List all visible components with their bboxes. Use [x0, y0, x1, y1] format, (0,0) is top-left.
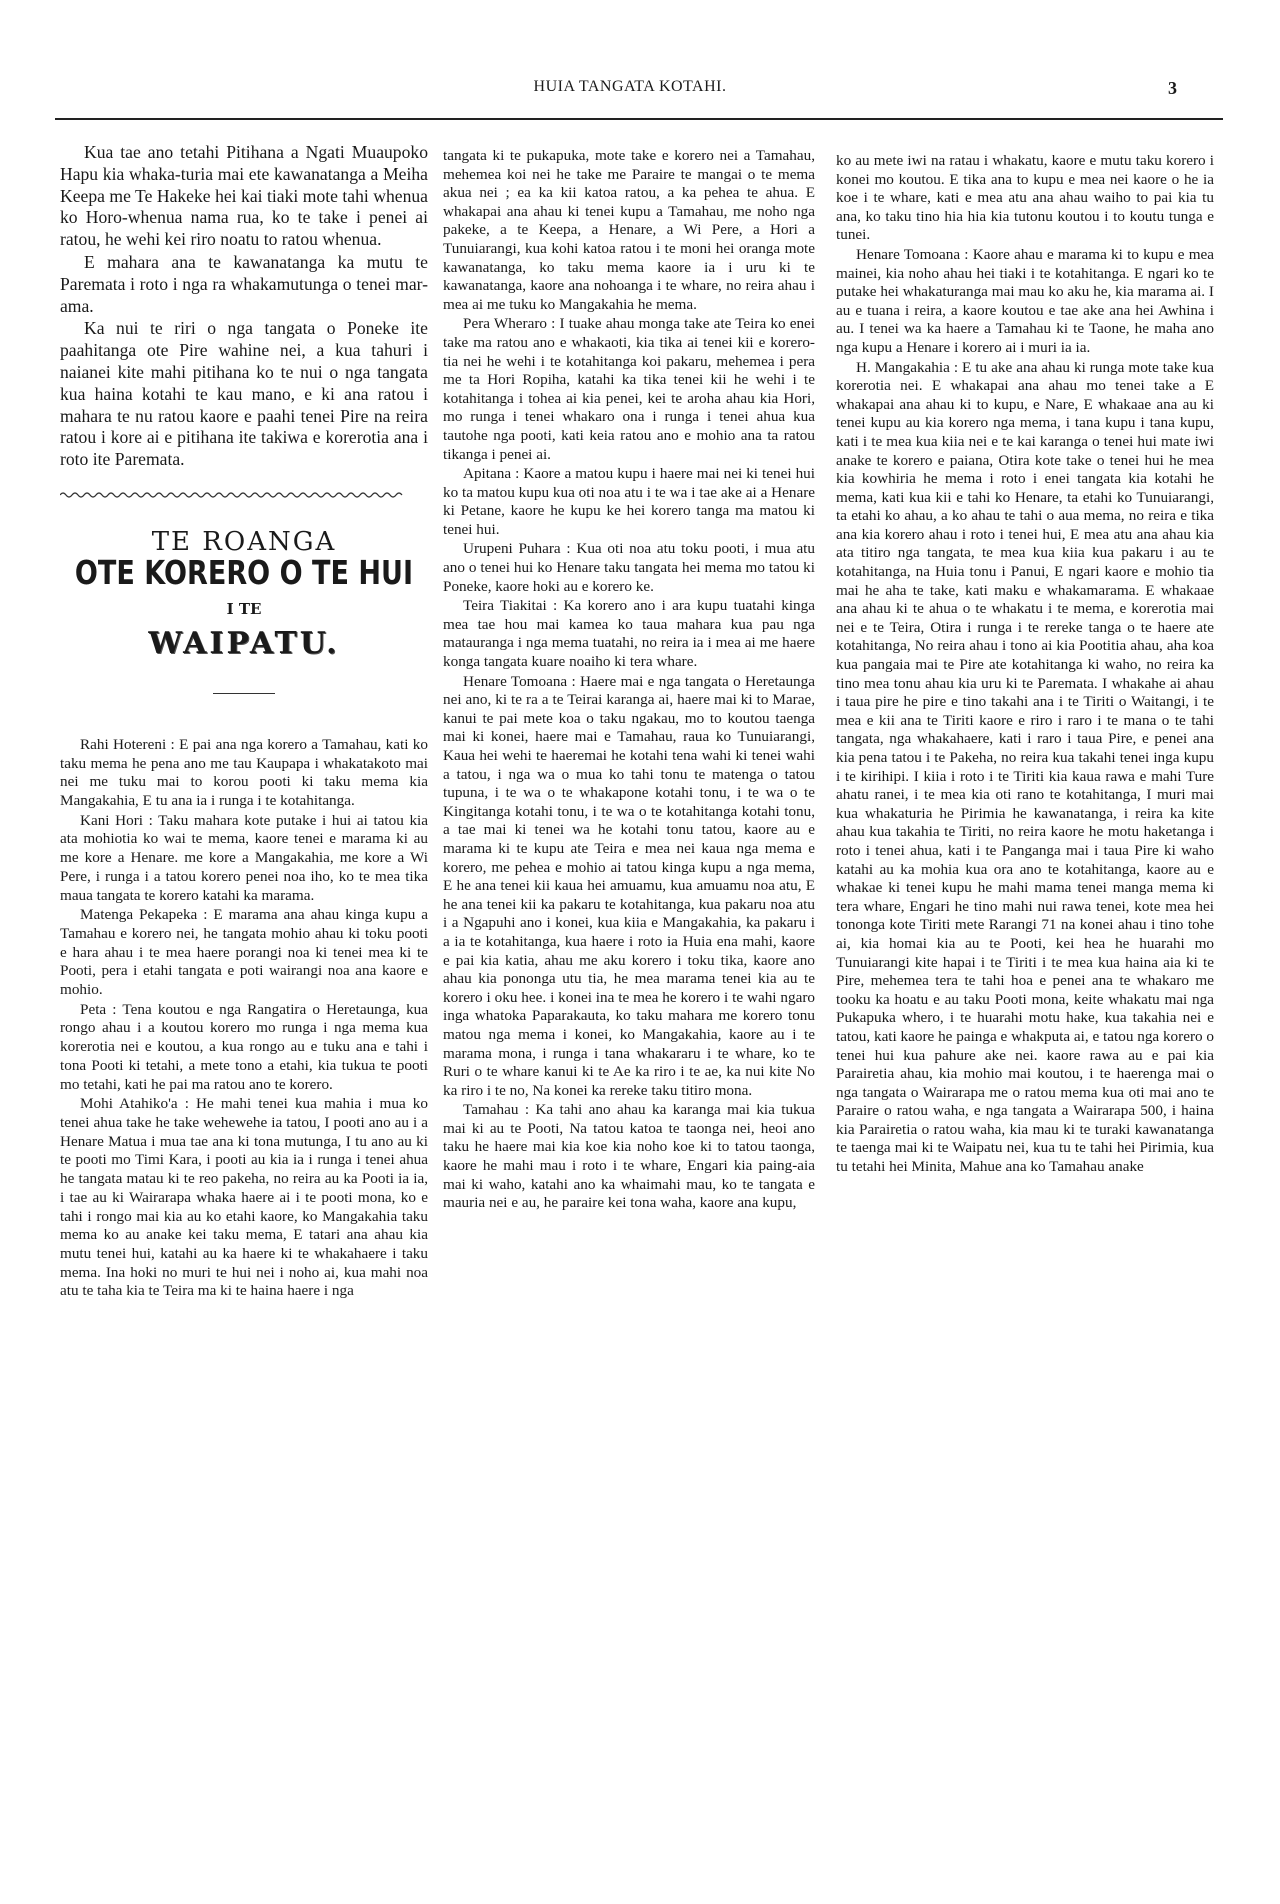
- heading-line-3: I TE: [226, 600, 262, 619]
- speech-paragraph: Teira Tiakitai : Ka korero ano i ara kupu tuatahi kinga mea tae hou mai kamea ko taua mahara kua pau nga matauranga i nga mema tuatahi, no reira ia i mea ai me haere konga tangata kuare noaiho ki tera whare.: [443, 597, 815, 671]
- heading-line-4: WAIPATU.: [148, 626, 340, 662]
- column-2: [443, 147, 815, 1214]
- article-heading: [60, 526, 428, 694]
- speech-paragraph: tangata ki te pukapuka, mote take e korero nei a Tamahau, mehemea koi nei he take me Paraire te mangai o te mema akua nei ; ea ka kii katoa ratou, a ka pehea te ahua. E whakapai ana ahau ki tenei kupu a Tamahau, me noho nga pakeke, a te Keepa, a Henare, a Wi Pere, a Hori a Tunuiarangi, kua kohi katoa ratou i te moni hei oranga mote kawanatanga, ko taku mema kaore ia i uru ki te kawanatanga, kaore ana nohoanga i te whare, no reira ahau i mea ai me tuku ko Mangakahia he mema.: [443, 147, 815, 313]
- speech-paragraph: Mohi Atahiko'a : He mahi tenei kua mahia i mua ko tenei ahua take he take wehewehe ia tatou, I pooti ano au i a Henare Matua i mua tae ana ki tona mutunga, I tu ano au ki te pooti mo Timi Kara, i pooti au kia ia i runga i tenei ahua he tangata matau ki te reo pakeha, no reira au ka Pooti ia ia, i tae au ki Wairarapa whaka haere ai i te pooti mona, ko e tahi i rongo mai kia au ko etahi kaore, ko Mangakahia taku mema ko au anake kei taku mema, E tatari ana ahau kia mutu tenei hui, katahi au ka haere ki te whakahaere i taku mema. Ina hoki no muri te hui nei i noho ai, kua mahi noa atu te taha kia te Teira ma ki te haina haere i nga: [60, 1095, 428, 1300]
- column-3: [836, 152, 1214, 1178]
- speech-paragraph: Apitana : Kaore a matou kupu i haere mai nei ki tenei hui ko ta matou kupu kua oti noa atu i te wa i tae ake ai a Henare ki Petane, kaore he kupu ke hei korero tanga ma matou ki tenei hui.: [443, 465, 815, 538]
- header-rule: [55, 118, 1223, 120]
- speech-paragraph: Peta : Tena koutou e nga Rangatira o Heretaunga, kua rongo ahau i a koutou korero mo runga i nga mema kua korerotia nei e koutou, a kua rongo au e tuku ana e tahi i tona Pooti ki tetahi, a mete tono a etahi, kia tukua te pooti mo tetahi, kati he pai ma ratou ano te korero.: [60, 1000, 428, 1093]
- speech-paragraph: Kani Hori : Taku mahara kote putake i hui ai tatou kia ata mohiotia ko wai te mema, kaore tenei e marama ki au me kore a Henare. me kore a Mangakahia, me kore a Wi Pere, i runga i a tatou korero penei noa iho, ko te mea tika maua tangata te korero katahi ka marama.: [60, 811, 428, 904]
- speech-paragraph: H. Mangakahia : E tu ake ana ahau ki runga mote take kua korerotia nei. E whakapai ana ahau mo tenei take a E whakapai ana ahau ki to kupu, e Nare, E whakaae ana au ki tenei kupu au kia korero nga mema, i tana kupu i tana kupu, kati i te mea kua kiia nei e te kai karanga o tenei hui mate iwi anake te korero e paiana, Otira kote take o tenei hui he mea kia kowhiria he mema i roto i enei tangata kia kotahi he mema, kati kua kii e tahi ko Henare, ta etahi ko Tunuiarangi, ta etahi ko ahau, a ko ahau te tahi o aua mema, no reira e tika ana kia korero ahau i roto i tenei hui, E mea atu ana ahau kia ata titiro nga tangata, te mea kua kiia kua pakaru i au te kotahitanga, na Huia tonu i Panui, E ngari kaore e mohio tia mai he aha te take, kati maku e whakamarama. E whakaae ana ahau ki te ahua o te whakatu i te mema, e korerotia mai nei e te Teira, Otira i runga i te rereke tanga o te haere ate kotahitanga, No reira ahau i tono ai kia Pootitia ahau, aha koa kua pangaia mai te Pire ate kotahitanga ki waho, no reira ka tino mea tonu ahau kia uru ki te Paremata. I whakahe ai ahau i taua pire he pire e tino takahi ana i te Tiriti o Waitangi, i te mea e kii ana te Tiriti kaore e riro i raro i te mana o te tahi tangata, nga whakahaere, kati i raro i taua Pire, e penei ana kia pena tatou i te Pakeha, no reira kua takahi tenei inga kupu i te kirihipi. I kiia i roto i te Tiriti kia kaua rawa e mahi Ture ahatu ranei, i te mea kia oti rano te kotahitanga, I muri mai kua whakaturia he Pirimia he kawanatanga, i reira ka kite ahau kua takahia te Tiriti, no reira kaore he motu haketanga i roto i tenei ahua, kati i te Panganga mai i taua Pire ki waho katahi au ka mohia kua ora ano te kotahitanga, kaore au e whakae ki tenei kupu he mahi mama tenei manga mema ki tera whare, Engari he tino mahi nui rawa tenei, kote mea hei tononga kote Tiriti mete Rarangi 71 na konei ahau i tino tohe ai, kia homai kia au te Pooti, kei hea he huarahi mo Tunuiarangi kite hapai i te Tiriti i te mea kua haina aia ki te Pire, mehemea tera te tahi hoa e penei ana te whakaro me tooku ka hoatu e au taku Pooti mona, keite whakatu mai nga Pukapuka whero, i te huarahi motu hake, kua takahia nei e tatou, kati kaore he painga e whakputa ai, e tatou nga korero o tenei hui kua pahure ake nei. kaore rawa au e pai kia Parairetia ahau, kia mohio mai koutou, i te haerenga mai o nga tangata o Wairarapa me o ratou mema kua oti mai ano te Paraire o ratou waha, e nga tangata a Wairarapa 500, i haina kia Parairetia o ratou waha, kia mau ki te turaki kawanatanga te taenga mai ki te Waipatu nei, kua tu te tahi hei Pirimia, kua tu tetahi hei Minita, Mahue ana ko Tamahau anake: [836, 358, 1214, 1176]
- speech-paragraph: Matenga Pekapeka : E marama ana ahau kinga kupu a Tamahau e korero nei, he tangata mohio ahau ki toku pooti e hara ahau i te mea haere porangi noa ki tenei mea ki te Pooti, pera i etahi tangata e poti wairangi noa ana kaore e mohio.: [60, 906, 428, 999]
- wavy-divider: [60, 490, 415, 500]
- news-paragraph: E mahara ana te kawanatanga ka mutu te Paremata i roto i nga ra whakamutunga o tenei mar-ama.: [60, 251, 428, 316]
- running-title: HUIA TANGATA KOTAHI.: [533, 78, 727, 95]
- heading-line-2: OTE KORERO O TE HUI: [74, 552, 414, 592]
- speech-paragraph: Pera Wheraro : I tuake ahau monga take ate Teira ko enei take ma ratou ano e whakaoti, kia tika ai tenei kii e korero-tia nei he wehi i te kotahitanga koi pakaru, mehemea i pera me ta Hori Ropiha, katahi ka tika tenei kii he wehi i te kotahitanga i tohea ai kia penei, kei te aroha ahau kia Hori, mo runga i tenei whakaro ona i runga i tenei ahua kua tautohe nga pooti, kati keia ratou ano e mohio ana ta ratou tikanga i penei ai.: [443, 315, 815, 463]
- heading-line-1: TE ROANGA: [151, 526, 337, 557]
- speech-paragraph: Henare Tomoana : Kaore ahau e marama ki to kupu e mea mainei, kia noho ahau hei tiaki i te kotahitanga. E ngari ko te putake hei whakaturanga mai mau ko aku he, kia marama ai. I au e tuana i reira, a kaore koutou e tae ake ana hei Awhina i au. I tenei wa ka haere a Tamahau ki te Taone, he maha ano nga kupu a Henare i korero ai i muri ia ia.: [836, 245, 1214, 356]
- news-paragraph: Ka nui te riri o nga tangata o Poneke ite paahitanga ote Pire wahine nei, a kua tahuri i naianei kite mahi pitihana ko te nui o nga tangata kua haina kotahi te kau mano, e ki ana ratou i mahara te nu ratou kaore e paahi tenei Pire na reira ratou i kore ai e pitihana ite takiwa e korerotia ana i roto ite Paremata.: [60, 318, 428, 470]
- speeches-section: [60, 736, 428, 1301]
- news-paragraph: Kua tae ano tetahi Pitihana a Ngati Muaupoko Hapu kia whaka-turia mai ete kawanatanga a Meiha Keepa me Te Hakeke hei kai tiaki mote tahi whenua ko Horo-whenua nama rua, ko te take i penei ai ratou, he wehi kei riro noatu to ratou whenua.: [60, 142, 428, 250]
- page-number: 3: [1168, 78, 1177, 98]
- column-1: [60, 142, 428, 1302]
- short-divider: [213, 693, 275, 694]
- speech-paragraph: Rahi Hotereni : E pai ana nga korero a Tamahau, kati ko taku mema he pena ano me tau Kaupapa i whakatakoto mai nei me tuku mai to korou pooti ki taku mema kia Mangakahia, E tu ana ia i runga i te kotahitanga.: [60, 735, 428, 810]
- page-header: [0, 78, 1280, 102]
- speech-paragraph: Henare Tomoana : Haere mai e nga tangata o Heretaunga nei ano, ki te ra a te Teirai karanga ai, haere mai ki to Marae, kanui te pai mete koa o taku ngakau, mo to koutou taenga mai ki konei, haere mai e Tamahau, raua ko Tunuiarangi, Kaua hei wehi te haeremai he kotahi tena wahi ki tenei wahi a tatou, i nga wa o mua ko tahi tonu te matenga o tatou tupuna, i te wa o te whakapone kotahi tonu, i te wa o te Kingitanga kotahi tonu, i te wa o te kotahitanga kotahi tonu, a tae mai ki tenei wa he kotahi tonu tatou, kaore au e marama ki te kupu ate Teira e mea nei kaua nga mema e korero, me pehea e mohio ai tatou kinga kupu a nga mema, E he ana tenei kii kaua hei amuamu, kua amuamu noa atu, E he ana tenei kii ka pakaru te kotahitanga, kua pakaru noa atu i a Ngapuhi ano i konei, kua kiia e Mangakahia, ka pakaru i a ia te kotahitanga, kua haere i roto ia Huia ena mahi, kaore e pai kia katia, ahau me aku korero i toku tika, kaore ano ahau kia pononga utu tia, he mea marama tenei kia au te korero i oku hee. i konei ina te mea he korero i te wahi ngaro inga whatoka Paparakauta, ko taku mahara me korero tonu matou nga mema i konei, ko Mangakahia, kaore au i te marama mona, i runga i tana whakararu i te whare, ko te Ruri o te whare kanui ki te Ae ka riro i te ae, ka nui kite No ka riro i te no, Na konei ka rereke taku titiro mona.: [443, 672, 815, 1099]
- speech-paragraph: Urupeni Puhara : Kua oti noa atu toku pooti, i mua atu ano o tenei hui ko Henare taku tangata hei mema mo tatou ki Poneke, kaore hoki au e korero ke.: [443, 540, 815, 595]
- speech-paragraph: Tamahau : Ka tahi ano ahau ka karanga mai kia tukua mai ki au te Pooti, Na tatou katoa te taonga nei, heoi ano taku he haere mai kia koe kia noho koe ki to tatou taonga, kaore he mahi mau i roto i te whare, Engari kia paing-aia mai ki waho, katahi ano ka whaimahi mau, ko te tangata e mauria nei e au, he paraire kei tona waha, kaore ana kupu,: [443, 1101, 815, 1212]
- speech-paragraph: ko au mete iwi na ratau i whakatu, kaore e mutu taku korero i konei mo koutou. E tika ana to kupu e mea nei kaore o he ia koe i te whare, kati e mea atu ana ahau waiho to pai kia tu ana, ko taku tino hia hia kia tutonu koutou i to koutu tunga e tunei.: [836, 152, 1214, 244]
